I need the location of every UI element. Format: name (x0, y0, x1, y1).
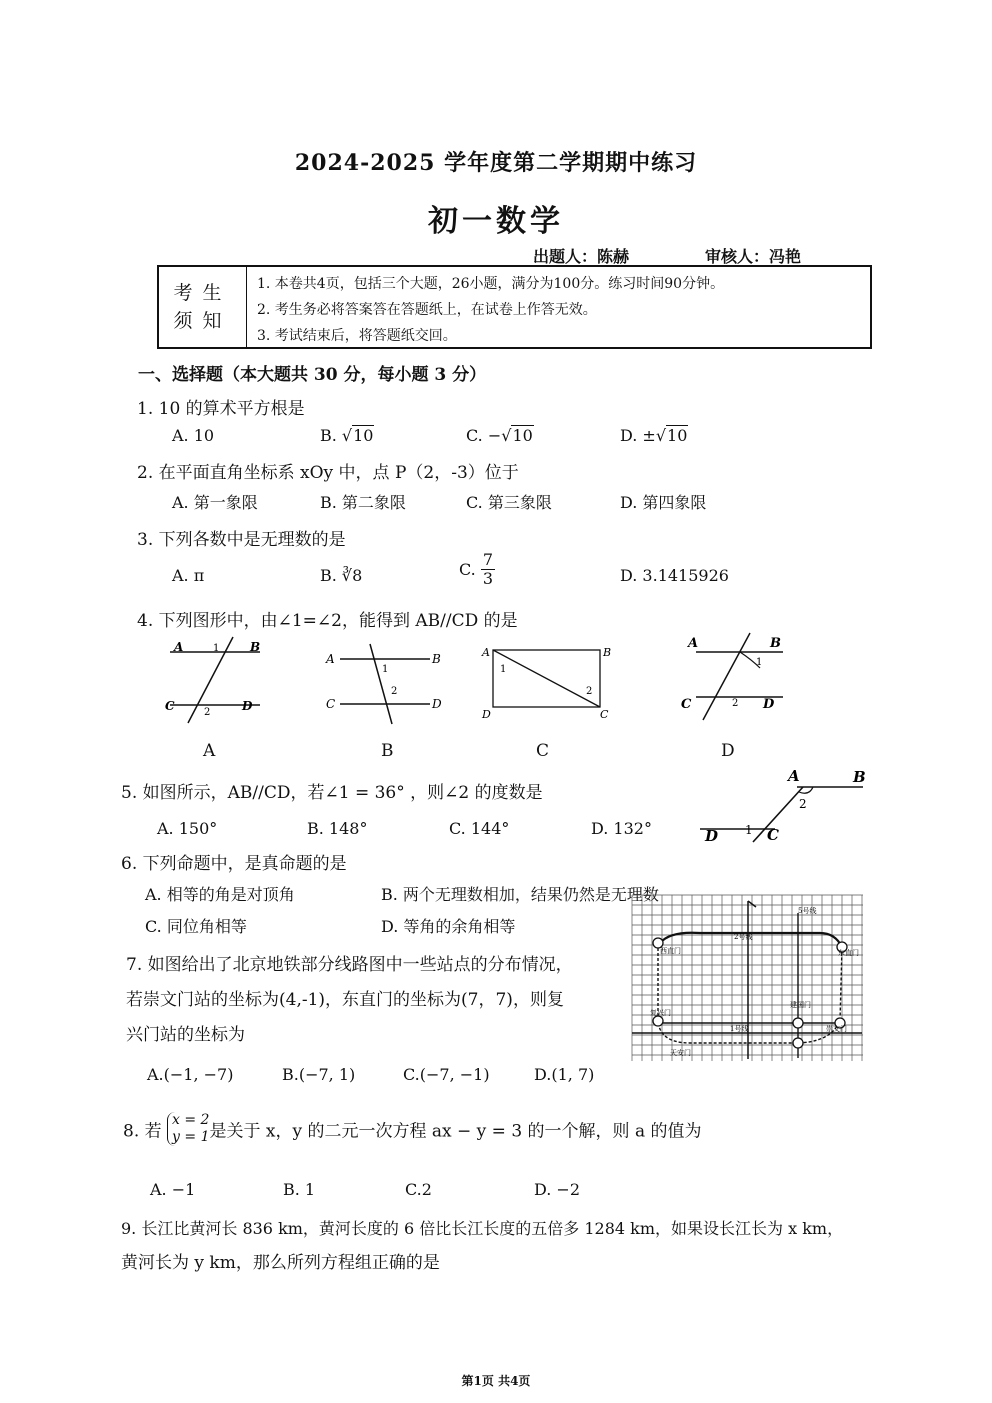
q4-figure-b (322, 642, 447, 727)
notice-item: 3. 考试结束后，将答题纸交回。 (257, 328, 457, 344)
question-6-stem: 6. 下列命题中，是真命题的是 (121, 854, 347, 874)
q7-option-c: C.(−7, −1) (403, 1065, 490, 1084)
svg-text:2: 2 (204, 707, 211, 718)
svg-text:C: C (681, 697, 692, 712)
reviewer-label: 审核人：冯艳 (705, 247, 802, 266)
q4-figure-a (160, 635, 270, 725)
q4-figure-c (480, 642, 615, 722)
q2-option-b: B. 第二象限 (320, 493, 406, 512)
q6-option-c: C. 同位角相等 (145, 917, 247, 936)
q1-option-d: D. ±√10 (620, 426, 688, 445)
q1-option-c: C. −√10 (466, 426, 533, 445)
svg-text:A: A (174, 640, 184, 654)
map-label: 复兴门 (650, 1009, 671, 1017)
svg-text:D: D (705, 827, 719, 845)
question-2-stem: 2. 在平面直角坐标系 xOy 中，点 P（2，-3）位于 (137, 463, 519, 483)
q8-option-b: B. 1 (283, 1180, 316, 1199)
q7-option-b: B.(−7, 1) (282, 1065, 356, 1084)
svg-text:1: 1 (382, 664, 389, 675)
svg-text:2: 2 (732, 698, 739, 709)
q1-option-b: B. √10 (320, 426, 374, 445)
svg-text:B: B (250, 640, 261, 654)
map-label: 西直门 (660, 947, 681, 955)
question-9-line2: 黄河长为 y km，那么所列方程组正确的是 (121, 1253, 440, 1273)
svg-text:D: D (763, 697, 775, 712)
svg-text:B: B (853, 768, 866, 786)
q5-option-c: C. 144° (449, 819, 510, 838)
q6-option-d: D. 等角的余角相等 (381, 917, 516, 936)
author-label: 出题人：陈赫 (533, 247, 630, 266)
q5-option-b: B. 148° (307, 819, 368, 838)
q4-figure-d (678, 630, 793, 725)
q4-caption-d: D (721, 741, 735, 761)
svg-text:1: 1 (756, 657, 763, 668)
q2-option-c: C. 第三象限 (466, 493, 552, 512)
q3-option-c: C. $\frac{7}{3}$ (459, 550, 494, 588)
q8-option-a: A. −1 (150, 1180, 196, 1199)
notice-items (257, 271, 724, 349)
svg-text:A: A (688, 636, 699, 651)
notice-label-line1: 考生 (173, 282, 232, 304)
page-footer: 第1页 共4页 (461, 1374, 531, 1388)
q2-option-a: A. 第一象限 (172, 493, 258, 512)
q1-option-a: A. 10 (172, 426, 215, 445)
question-5-stem: 5. 如图所示，AB//CD，若∠1 = 36° ，则∠2 的度数是 (121, 783, 543, 803)
notice-label-line2: 须知 (173, 310, 232, 332)
q7-option-d: D.(1, 7) (534, 1065, 595, 1084)
subject-title: 初一数学 (428, 204, 564, 239)
question-8-stem: 8. 若 x = 2 y = 1是关于 x，y 的二元一次方程 ax − y = 3 的一个解，则 a 的值为 (123, 1112, 702, 1145)
question-7-stem-line1: 7. 如图给出了北京地铁部分线路图中一些站点的分布情况， (126, 955, 573, 975)
svg-text:C: C (165, 699, 175, 713)
svg-text:B: B (603, 646, 612, 659)
svg-text:D: D (482, 708, 491, 721)
svg-text:C: C (767, 826, 779, 844)
q5-option-a: A. 150° (157, 819, 218, 838)
svg-text:1: 1 (500, 664, 507, 675)
q6-option-a: A. 相等的角是对顶角 (145, 885, 295, 904)
svg-text:2: 2 (799, 797, 807, 811)
question-3-stem: 3. 下列各数中是无理数的是 (137, 530, 346, 550)
question-7-stem-line3: 兴门站的坐标为 (126, 1025, 245, 1045)
q4-caption-a: A (203, 741, 216, 761)
notice-item: 2. 考生务必将答案答在答题纸上，在试卷上作答无效。 (257, 302, 597, 318)
svg-text:1: 1 (745, 823, 753, 837)
equation-system: x = 2 y = 1 (167, 1112, 209, 1146)
q7-subway-map (630, 893, 865, 1063)
svg-text:D: D (432, 697, 442, 711)
svg-text:C: C (600, 708, 609, 721)
q5-option-d: D. 132° (591, 819, 652, 838)
map-label: 5号线 (798, 907, 817, 915)
map-label: 东直门 (838, 949, 859, 957)
map-label: 2号线 (734, 933, 753, 941)
q8-option-c: C.2 (405, 1180, 432, 1199)
q8-option-d: D. −2 (534, 1180, 581, 1199)
notice-item: 1. 本卷共4页，包括三个大题，26小题，满分为100分。练习时间90分钟。 (257, 276, 725, 292)
svg-text:D: D (242, 699, 253, 713)
svg-text:2: 2 (391, 686, 398, 697)
svg-text:A: A (788, 767, 800, 785)
notice-label (159, 267, 247, 347)
question-9-line1: 9. 长江比黄河长 836 km，黄河长度的 6 倍比长江长度的五倍多 1284 km，如果设长江长为 x km， (121, 1219, 844, 1238)
q3-option-b: B. ∛8 (320, 566, 363, 585)
q7-option-a: A.(−1, −7) (147, 1065, 234, 1084)
map-label: 崇文门 (826, 1025, 847, 1033)
q3-option-a: A. π (172, 566, 205, 585)
map-label: 建国门 (790, 1001, 811, 1009)
svg-text:A: A (326, 652, 335, 666)
q3-option-d: D. 3.1415926 (620, 566, 729, 585)
notice-box (157, 265, 872, 349)
svg-text:B: B (770, 636, 781, 651)
q2-option-d: D. 第四象限 (620, 493, 707, 512)
question-1-stem: 1. 10 的算术平方根是 (137, 399, 305, 419)
map-label: 天安门 (670, 1049, 691, 1057)
q4-caption-c: C (536, 741, 550, 761)
svg-text:C: C (326, 697, 336, 711)
svg-text:1: 1 (213, 643, 220, 654)
question-7-stem-line2: 若崇文门站的坐标为(4,-1)，东直门的坐标为(7，7)，则复 (126, 990, 564, 1010)
question-4-stem: 4. 下列图形中，由∠1=∠2，能得到 AB//CD 的是 (137, 611, 518, 631)
svg-text:A: A (482, 646, 490, 659)
q4-caption-b: B (381, 741, 394, 761)
svg-text:B: B (432, 652, 441, 666)
map-label: 1号线 (730, 1025, 749, 1033)
svg-text:2: 2 (586, 686, 593, 697)
section-heading: 一、选择题（本大题共 30 分，每小题 3 分） (138, 365, 487, 385)
exam-title: 2024-2025 学年度第二学期期中练习 (294, 150, 698, 176)
q6-option-b: B. 两个无理数相加，结果仍然是无理数 (381, 885, 659, 904)
q5-figure (695, 762, 875, 847)
